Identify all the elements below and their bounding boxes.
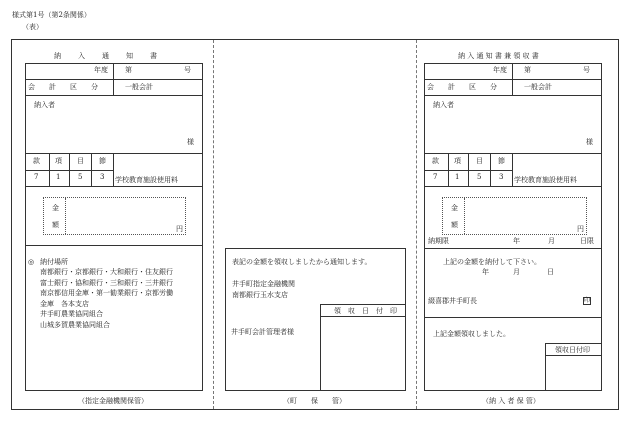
right-col-moku: 目 (476, 157, 483, 165)
right-received: 上記金額領収しました。 (433, 330, 510, 338)
left-place-line: 金庫 各本支店 (40, 299, 89, 308)
left-amount-label-2: 額 (52, 221, 59, 229)
left-places-list (40, 267, 173, 330)
right-year-label: 年度 (493, 66, 507, 74)
left-number-suffix: 号 (184, 66, 191, 74)
left-footer: （指定金融機関保管） (78, 397, 148, 405)
left-payer-label: 納入者 (34, 101, 55, 109)
middle-stamp-label: 領 収 日 付 印 (334, 307, 397, 315)
left-item-name: 学校教育施設使用料 (115, 176, 178, 184)
left-place-line: 井手町農業協同組合 (40, 310, 103, 318)
right-deadline-month: 月 (548, 237, 555, 245)
right-code-setsu: 3 (499, 173, 504, 181)
left-col-setsu: 節 (99, 157, 106, 165)
right-deadline-day: 日限 (580, 237, 594, 245)
right-number-suffix: 号 (583, 66, 590, 74)
right-request-month: 月 (513, 268, 520, 276)
right-mayor: 綴喜郡井手町長 (428, 297, 477, 305)
right-account-value: 一般会計 (524, 83, 552, 91)
left-number-prefix: 第 (125, 66, 132, 74)
right-number-prefix: 第 (524, 66, 531, 74)
left-place-line: 山城多賀農業協同組合 (40, 320, 110, 329)
right-item-name: 学校教育施設使用料 (514, 176, 577, 184)
right-footer: （納 入 者 保 管） (482, 397, 540, 405)
middle-notice: 表記の金額を領収しましたから通知します。 (232, 258, 372, 266)
right-code-kou: 1 (455, 173, 460, 181)
middle-receipt-box (225, 248, 406, 391)
right-account-label: 会 計 区 分 (427, 83, 497, 91)
left-year-label: 年度 (94, 66, 108, 74)
left-col-kan: 款 (33, 157, 40, 165)
left-amount-label-1: 金 (52, 204, 59, 212)
right-amount-label-2: 額 (451, 221, 458, 229)
right-code-kan: 7 (433, 173, 438, 181)
left-place-line: 富士銀行・協和銀行・三和銀行・三井銀行 (40, 278, 173, 287)
right-request-day: 日 (547, 268, 554, 276)
tear-line-right (416, 40, 417, 409)
right-col-kan: 款 (432, 157, 439, 165)
side-label: （表） (22, 23, 43, 31)
right-yen: 円 (577, 225, 584, 233)
left-place-line: 南京都信用金庫・第一勧業銀行・京都労働 (40, 289, 173, 297)
right-amount-label-1: 金 (451, 204, 458, 212)
form-id: 様式第1号（第2条関係） (12, 11, 91, 19)
right-deadline-year: 年 (513, 237, 520, 245)
left-yen: 円 (176, 225, 183, 233)
left-code-setsu: 3 (100, 173, 105, 181)
left-bullet: ◎ (28, 258, 35, 266)
right-col-kou: 項 (454, 157, 461, 165)
right-deadline-label: 納期限 (428, 237, 449, 245)
right-title: 納 入 通 知 書 兼 領 収 書 (458, 52, 539, 60)
right-request: 上記の金額を納付して下さい。 (443, 258, 541, 266)
left-col-kou: 項 (55, 157, 62, 165)
left-code-kou: 1 (56, 173, 61, 181)
right-honorific: 様 (586, 138, 593, 146)
tear-line-left (213, 40, 214, 409)
middle-institution-2: 南都銀行玉水支店 (232, 291, 288, 299)
left-account-value: 一般会計 (125, 83, 153, 91)
right-code-moku: 5 (477, 173, 482, 181)
seal-icon: 印 (584, 297, 591, 304)
left-title: 納 入 通 知 書 (54, 52, 158, 60)
middle-institution-1: 井手町指定金融機関 (232, 280, 295, 288)
left-code-kan: 7 (34, 173, 39, 181)
right-payer-label: 納入者 (433, 101, 454, 109)
right-stamp-label: 領収日付印 (555, 346, 590, 354)
middle-footer: （町 保 管） (283, 397, 346, 405)
left-code-moku: 5 (78, 173, 83, 181)
middle-addressee: 井手町会計管理者様 (231, 328, 294, 336)
left-col-moku: 目 (77, 157, 84, 165)
left-place-line: 南都銀行・京都銀行・大和銀行・住友銀行 (40, 268, 173, 276)
left-places-title: 納付場所 (40, 258, 68, 266)
right-col-setsu: 節 (498, 157, 505, 165)
left-account-label: 会 計 区 分 (28, 83, 98, 91)
left-honorific: 様 (187, 138, 194, 146)
right-request-year: 年 (482, 268, 489, 276)
